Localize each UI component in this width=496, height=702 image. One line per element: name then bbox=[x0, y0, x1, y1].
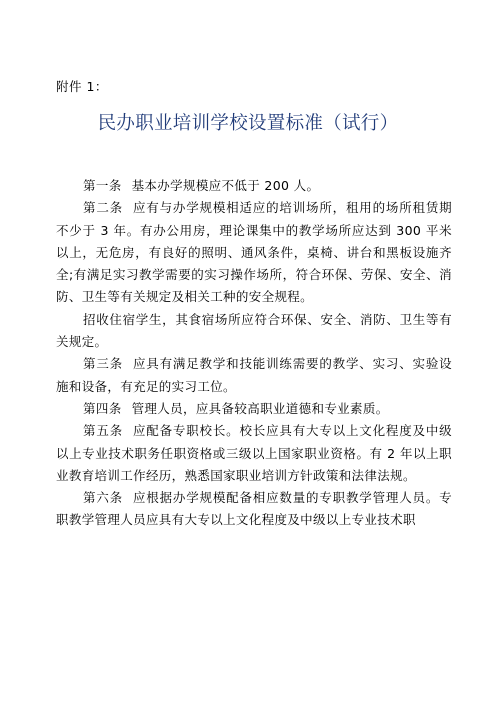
article-number: 第三条 bbox=[83, 356, 123, 372]
article-text: 应配备专职校长。校长应具有大专以上文化程度及中级以上专业技术职务任职资格或三级以上国家职业资格。有 2 年以上职业教育培训工作经历，熟悉国家职业培训方针政策和法律法规。 bbox=[56, 423, 452, 483]
article-text: 应有与办学规模相适应的培训场所，租用的场所租赁期不少于 3 年。有办公用房，理论课集中的教学场所应达到 300 平米以上，无危房，有良好的照明、通风条件，桌椅、讲台和黑板设施齐全;有满足实习教学需要的实习操作场所，符合环保、劳保、安全、消防、卫生等有关规定及相关工种的安全规程。 bbox=[56, 200, 452, 305]
paragraph-article-1 bbox=[56, 175, 452, 197]
article-number: 第一条 bbox=[83, 178, 122, 193]
paragraph-article-4 bbox=[56, 398, 452, 420]
paragraph-lodging bbox=[56, 309, 452, 354]
article-text: 基本办学规模应不低于 200 人。 bbox=[131, 178, 320, 193]
article-number: 第六条 bbox=[83, 490, 123, 506]
attachment-label: 附件 1： bbox=[56, 79, 108, 94]
article-text: 管理人员，应具备较高职业道德和专业素质。 bbox=[131, 400, 389, 416]
paragraph-article-2 bbox=[56, 197, 452, 308]
article-number: 第四条 bbox=[83, 400, 122, 416]
paragraph-article-6 bbox=[56, 487, 452, 532]
paragraph-article-5 bbox=[56, 420, 452, 487]
paragraph-article-3 bbox=[56, 353, 452, 398]
article-text: 应具有满足教学和技能训练需要的教学、实习、实验设施和设备，有充足的实习工位。 bbox=[56, 356, 452, 394]
article-text: 应根据办学规模配备相应数量的专职教学管理人员。专职教学管理人员应具有大专以上文化程度及中级以上专业技术职 bbox=[56, 490, 452, 528]
document-body bbox=[56, 175, 452, 532]
document-title: 民办职业培训学校设置标准（试行） bbox=[97, 113, 399, 134]
paragraph-text: 招收住宿学生，其食宿场所应符合环保、安全、消防、卫生等有关规定。 bbox=[56, 311, 452, 350]
article-number: 第五条 bbox=[83, 423, 123, 439]
article-number: 第二条 bbox=[83, 200, 123, 216]
